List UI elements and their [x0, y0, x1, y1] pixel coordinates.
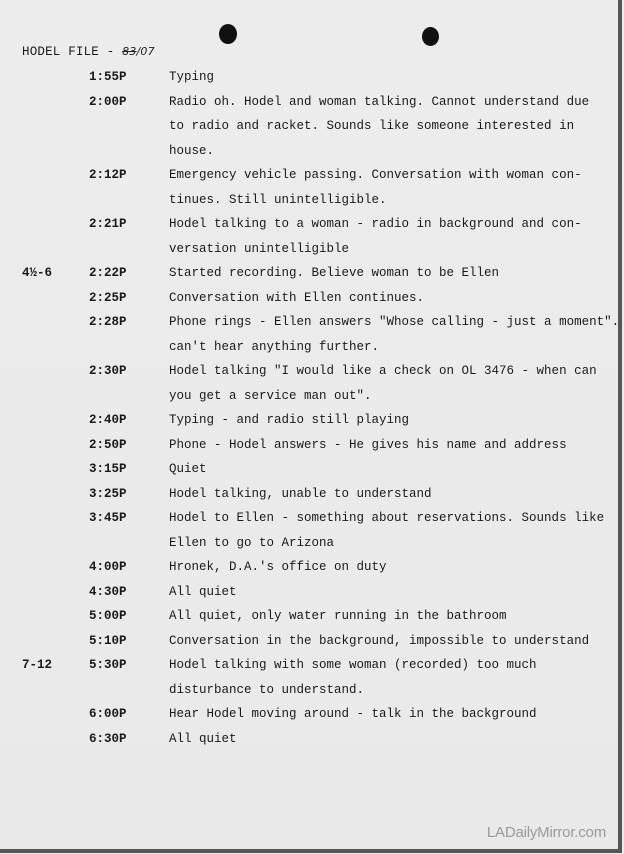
entry-text: Hear Hodel moving around - talk in the background: [169, 707, 537, 721]
log-entry: [0, 484, 618, 509]
log-line: [0, 92, 618, 117]
log-line: [0, 386, 618, 411]
log-line: [0, 484, 618, 509]
log-line: [0, 606, 618, 631]
log-entry: [0, 165, 618, 214]
log-entry: [0, 435, 618, 460]
entry-text: Conversation in the background, impossible to understand: [169, 633, 590, 648]
entry-text: Hodel talking, unable to understand: [169, 486, 432, 501]
entry-text: Ellen to go to Arizona: [169, 535, 335, 550]
entry-time: 2:22P: [89, 266, 127, 280]
entry-text: disturbance to understand.: [169, 682, 365, 697]
entry-text: Phone - Hodel answers - He gives his name and address: [169, 437, 567, 452]
log-entry: [0, 557, 618, 582]
file-title: HODEL FILE -: [22, 45, 123, 59]
log-entry: [0, 263, 618, 288]
watermark: LADailyMirror.com: [486, 824, 606, 841]
log-line: [0, 288, 618, 313]
entry-text: Quiet: [169, 462, 207, 476]
log-entry: [0, 655, 618, 704]
log-line: [0, 141, 618, 166]
entry-text: All quiet: [169, 731, 237, 746]
log-line: [0, 582, 618, 607]
entry-text: Hodel to Ellen - something about reservations. Sounds like: [169, 511, 605, 525]
log-line: [0, 410, 618, 435]
log-line: [0, 361, 618, 386]
entry-time: 2:28P: [89, 315, 127, 329]
entry-time: 3:25P: [89, 486, 127, 501]
entry-text: tinues. Still unintelligible.: [169, 192, 387, 207]
log-line: [0, 655, 618, 680]
entry-time: 2:50P: [89, 437, 127, 452]
log-entry: [0, 508, 618, 557]
punch-hole-right: [422, 27, 439, 46]
log-line: [0, 557, 618, 582]
entry-time: 2:21P: [89, 217, 127, 231]
log-entry: [0, 410, 618, 435]
entry-time: 5:00P: [89, 609, 127, 623]
entry-time: 4:00P: [89, 560, 127, 574]
log-line: [0, 337, 618, 362]
log-line: [0, 533, 618, 558]
log-line: [0, 435, 618, 460]
entry-time: 2:25P: [89, 290, 127, 305]
entry-text: Hodel talking to a woman - radio in background and con-: [169, 217, 582, 231]
entry-time: 1:55P: [89, 70, 127, 84]
entry-text: can't hear anything further.: [169, 339, 380, 354]
log-line: [0, 631, 618, 656]
entry-text: Hodel talking "I would like a check on OL 3476 - when can: [169, 364, 597, 378]
entry-text: Started recording. Believe woman to be Ellen: [169, 266, 500, 280]
log-entry: [0, 582, 618, 607]
log-entry: [0, 361, 618, 410]
entry-time: 2:12P: [89, 168, 127, 182]
entry-text: versation unintelligible: [169, 241, 350, 256]
log-line: [0, 508, 618, 533]
entry-text: Conversation with Ellen continues.: [169, 290, 425, 305]
log-line: [0, 116, 618, 141]
entry-time: 6:30P: [89, 731, 127, 746]
log-line: [0, 729, 618, 754]
file-number: [122, 45, 155, 58]
entry-time: 3:15P: [89, 462, 127, 476]
entry-text: All quiet, only water running in the bathroom: [169, 609, 507, 623]
log-entry: [0, 92, 618, 166]
entry-text: Radio oh. Hodel and woman talking. Cannot understand due: [169, 94, 590, 109]
log-entry: [0, 312, 618, 361]
log-line: [0, 704, 618, 729]
log-entry: [0, 288, 618, 313]
entry-text: to radio and racket. Sounds like someone interested in: [169, 119, 575, 133]
log-line: [0, 459, 618, 484]
log-line: [0, 239, 618, 264]
log-entry: [0, 67, 618, 92]
entry-text: you get a service man out".: [169, 388, 372, 403]
entry-time: 5:30P: [89, 658, 127, 672]
punch-hole-left: [219, 24, 237, 44]
entry-text: Hodel talking with some woman (recorded) too much: [169, 658, 537, 672]
log-entry: [0, 704, 618, 729]
entry-text: Typing - and radio still playing: [169, 413, 410, 427]
entry-time: 2:40P: [89, 413, 127, 427]
log-line: [0, 190, 618, 215]
log-line: [0, 312, 618, 337]
entry-text: Typing: [169, 70, 215, 84]
log-line: [0, 263, 618, 288]
log-line: [0, 214, 618, 239]
entry-time: 6:00P: [89, 707, 127, 721]
entry-text: Emergency vehicle passing. Conversation with woman con-: [169, 168, 582, 182]
margin-note: 7-12: [22, 658, 53, 672]
log-line: [0, 165, 618, 190]
document-header: [22, 45, 155, 59]
file-number-handwritten: /07: [136, 45, 155, 58]
log-entry: [0, 729, 618, 754]
entry-text: house.: [169, 143, 215, 158]
log-entry: [0, 606, 618, 631]
entry-text: All quiet: [169, 584, 237, 599]
entry-text: Hronek, D.A.'s office on duty: [169, 560, 387, 574]
entry-time: 5:10P: [89, 633, 127, 648]
log-entries: [0, 67, 618, 753]
entry-time: 4:30P: [89, 584, 127, 599]
log-entry: [0, 631, 618, 656]
entry-text: Phone rings - Ellen answers "Whose calling - just a moment".: [169, 315, 620, 329]
entry-time: 2:30P: [89, 364, 127, 378]
file-number-struck: 83: [122, 45, 137, 58]
entry-time: 2:00P: [89, 94, 127, 109]
entry-time: 3:45P: [89, 511, 127, 525]
log-line: [0, 680, 618, 705]
log-line: [0, 67, 618, 92]
margin-note: 4½-6: [22, 266, 53, 280]
log-entry: [0, 459, 618, 484]
log-entry: [0, 214, 618, 263]
